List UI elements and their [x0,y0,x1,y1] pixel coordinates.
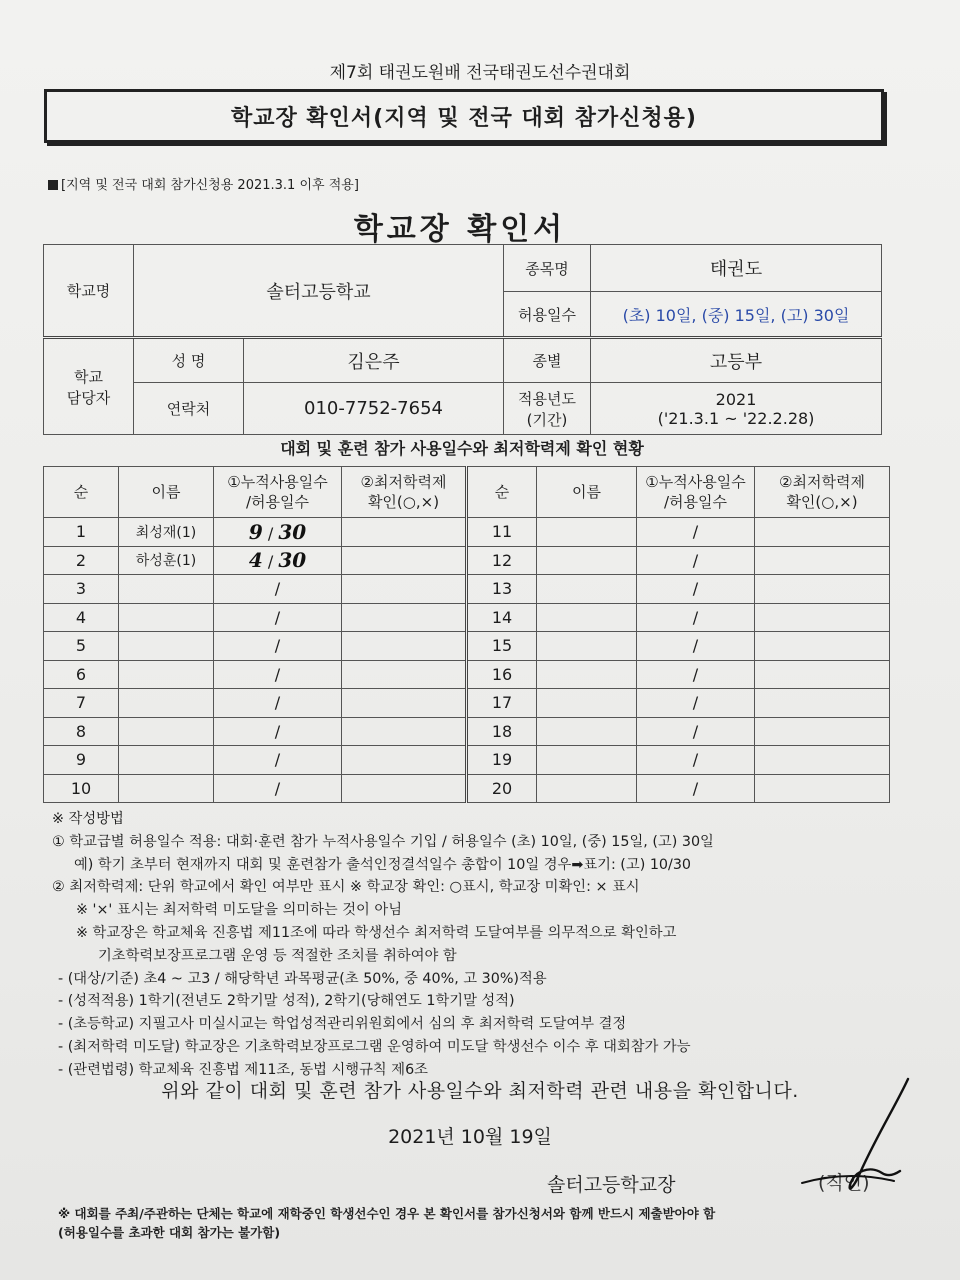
usage-row [44,603,890,632]
applicable-period: ('21.3.1 ~ '22.2.28) [657,408,815,428]
col-header-days [214,467,342,518]
allowed-days-label: 허용일수 [504,292,591,338]
method-line: 예) 학기 초부터 현재까지 대회 및 훈련참가 출석인정결석일수 총합이 10일 경우➡표기: (고) 10/30 [74,856,692,873]
school-name-value: 솔터고등학교 [134,245,504,338]
usage-row [44,689,890,718]
days-slash: / [274,664,281,684]
col-header-days-line1: ①누적사용일수 [227,472,328,491]
days-slash: / [692,750,699,770]
days-slash: / [267,523,274,543]
min-achievement-cell [342,660,467,689]
days-slash: / [274,607,281,627]
writing-method [52,808,912,1082]
student-name-2 [537,746,637,775]
staff-name-label: 성 명 [134,338,244,383]
student-name [119,774,214,803]
principal-title: 솔터고등학교장 [547,1174,676,1196]
square-bullet-icon [48,180,58,190]
method-line: - (관련법령) 학교체육 진흥법 제11조, 동법 시행규칙 제6조 [58,1061,428,1078]
row-number: 2 [44,546,119,575]
min-achievement-cell-2 [755,774,890,803]
days-cell [214,774,342,803]
col-header-min-line1: ②최저학력제 [360,472,447,491]
student-name [119,575,214,604]
col-header-name: 이름 [119,467,214,518]
method-line: - (성적적용) 1학기(전년도 2학기말 성적), 2학기(당해연도 1학기말 성적) [58,993,515,1010]
row-number: 8 [44,717,119,746]
min-achievement-cell-2 [755,546,890,575]
row-number: 6 [44,660,119,689]
min-achievement-cell-2 [755,660,890,689]
confirmation-statement: 위와 같이 대회 및 훈련 참가 사용일수와 최저학력 관련 내용을 확인합니다. [161,1080,799,1102]
principal-signature [790,1075,920,1200]
usage-row [44,575,890,604]
student-name [119,632,214,661]
min-achievement-cell [342,575,467,604]
days-slash: / [274,636,281,656]
student-name-2 [537,518,637,547]
days-slash: / [692,721,699,741]
min-achievement-cell-2 [755,689,890,718]
school-staff-label-line2: 담당자 [66,388,111,407]
days-slash: / [274,778,281,798]
days-slash: / [274,750,281,770]
applicable-year-value [591,383,882,435]
col-header-no-2: 순 [467,467,537,518]
days-cell [214,746,342,775]
row-number: 7 [44,689,119,718]
min-achievement-cell [342,689,467,718]
used-days: 4 [248,548,263,573]
student-name: 최성재(1) [119,518,214,547]
min-achievement-cell [342,546,467,575]
allowed-days: 30 [278,548,307,573]
used-days: 9 [248,519,263,544]
usage-row [44,746,890,775]
days-cell-2 [637,774,755,803]
days-cell-2 [637,518,755,547]
usage-header-row [44,467,890,518]
row-number-2: 11 [467,518,537,547]
row-number-2: 15 [467,632,537,661]
method-line: ② 최저학력제: 단위 학교에서 확인 여부만 표시 ※ 학교장 확인: ○표시, 학교장 미확인: × 표시 [52,879,640,896]
row-number-2: 19 [467,746,537,775]
col-header-min [342,467,467,518]
staff-name-value: 김은주 [244,338,504,383]
days-cell [214,717,342,746]
usage-row [44,632,890,661]
col-header-min-line1: ②최저학력제 [779,472,865,491]
days-slash: / [274,721,281,741]
student-name [119,603,214,632]
usage-row [44,774,890,803]
usage-row [44,546,890,575]
student-name [119,717,214,746]
division-value: 고등부 [591,338,882,383]
method-line: ※ 작성방법 [52,811,124,827]
student-name-2 [537,603,637,632]
applicable-year-label [504,383,591,435]
method-line: ① 학교급별 허용일수 적용: 대회·훈련 참가 누적사용일수 기입 / 허용일수 (초) 10일, (중) 15일, (고) 30일 [52,833,714,850]
sport-value: 태권도 [591,245,882,292]
student-name-2 [537,632,637,661]
days-cell-2 [637,660,755,689]
footnote [58,1204,938,1242]
col-header-days-2 [637,467,755,518]
applicable-year: 2021 [715,389,757,409]
row-number-2: 17 [467,689,537,718]
sport-label: 종목명 [504,245,591,292]
days-cell [214,632,342,661]
col-header-min-line2: 확인(○,×) [367,493,440,511]
usage-table [43,466,890,803]
min-achievement-cell-2 [755,575,890,604]
application-note [48,174,359,193]
footnote-line-2: (허용일수를 초과한 대회 참가는 불가함) [58,1225,281,1240]
student-name-2 [537,689,637,718]
row-number: 3 [44,575,119,604]
division-label: 종별 [504,338,591,383]
col-header-days-line2: /허용일수 [663,493,727,511]
usage-row [44,717,890,746]
min-achievement-cell [342,603,467,632]
days-cell [214,518,342,547]
document-title [44,89,884,143]
student-name-2 [537,546,637,575]
issue-date: 2021년 10월 19일 [388,1126,552,1148]
col-header-days-line2: /허용일수 [245,493,309,511]
method-line: - (대상/기준) 초4 ~ 고3 / 해당학년 과목평균(초 50%, 중 40%, 고 30%)적용 [58,970,547,987]
min-achievement-cell [342,774,467,803]
days-slash: / [274,693,281,713]
footnote-line-1: ※ 대회를 주최/주관하는 단체는 학교에 재학중인 학생선수인 경우 본 확인서를 참가신청서와 함께 반드시 제출받아야 함 [58,1206,716,1221]
days-slash: / [692,778,699,798]
student-name [119,660,214,689]
days-cell [214,575,342,604]
row-number: 1 [44,518,119,547]
days-slash: / [267,552,274,572]
applicable-year-label-line2: (기간) [526,410,568,429]
days-slash: / [692,693,699,713]
days-slash: / [692,664,699,684]
usage-section-title: 대회 및 훈련 참가 사용일수와 최저학력제 확인 현황 [280,439,644,458]
col-header-days-line1: ①누적사용일수 [645,472,746,491]
student-name-2 [537,575,637,604]
days-cell-2 [637,575,755,604]
days-cell [214,546,342,575]
col-header-name-2: 이름 [537,467,637,518]
min-achievement-cell [342,717,467,746]
student-name-2 [537,774,637,803]
days-cell-2 [637,632,755,661]
min-achievement-cell-2 [755,518,890,547]
allowed-days: 30 [278,519,307,544]
school-info-table [43,244,882,435]
days-cell-2 [637,546,755,575]
row-number-2: 13 [467,575,537,604]
days-cell-2 [637,603,755,632]
days-slash: / [692,522,699,542]
form-title: 학교장 확인서 [353,212,567,247]
row-number-2: 14 [467,603,537,632]
row-number: 9 [44,746,119,775]
min-achievement-cell-2 [755,632,890,661]
days-slash: / [692,579,699,599]
applicable-year-label-line1: 적용년도 [518,389,576,408]
student-name-2 [537,660,637,689]
student-name [119,746,214,775]
method-line: - (초등학교) 지필고사 미실시교는 학업성적관리위원회에서 심의 후 최저학력 도달여부 결정 [58,1016,627,1033]
row-number-2: 18 [467,717,537,746]
days-slash: / [274,579,281,599]
days-cell [214,660,342,689]
min-achievement-cell-2 [755,746,890,775]
days-slash: / [692,550,699,570]
student-name-2 [537,717,637,746]
method-line: ※ 학교장은 학교체육 진흥법 제11조에 따라 학생선수 최저학력 도달여부를 의무적으로 확인하고 [76,924,677,941]
min-achievement-cell-2 [755,603,890,632]
row-number: 10 [44,774,119,803]
seal-mark: (직인) [818,1172,870,1194]
min-achievement-cell [342,518,467,547]
method-line: ※ '×' 표시는 최저학력 미도달을 의미하는 것이 아님 [76,902,403,919]
days-cell [214,603,342,632]
method-line: - (최저학력 미도달) 학교장은 기초학력보장프로그램 운영하여 미도달 학생선수 이수 후 대회참가 가능 [58,1038,691,1055]
row-number: 5 [44,632,119,661]
min-achievement-cell [342,746,467,775]
school-staff-label [44,338,134,435]
student-name [119,689,214,718]
student-name: 하성훈(1) [119,546,214,575]
row-number-2: 20 [467,774,537,803]
min-achievement-cell [342,632,467,661]
contact-label: 연락처 [134,383,244,435]
col-header-no: 순 [44,467,119,518]
days-cell-2 [637,717,755,746]
days-slash: / [692,636,699,656]
method-line: 기초학력보장프로그램 운영 등 적절한 조치를 취하여야 함 [98,947,457,964]
days-slash: / [692,607,699,627]
usage-row [44,518,890,547]
row-number-2: 16 [467,660,537,689]
contact-value: 010-7752-7654 [244,383,504,435]
col-header-min-2 [755,467,890,518]
days-cell-2 [637,746,755,775]
days-cell [214,689,342,718]
school-staff-label-line1: 학교 [74,367,103,386]
document-title-text: 학교장 확인서(지역 및 전국 대회 참가신청용) [231,105,697,131]
days-cell-2 [637,689,755,718]
school-name-label: 학교명 [44,245,134,338]
min-achievement-cell-2 [755,717,890,746]
application-note-text: [지역 및 전국 대회 참가신청용 2021.3.1 이후 적용] [61,178,359,193]
allowed-days-value: (초) 10일, (중) 15일, (고) 30일 [591,292,882,338]
usage-row [44,660,890,689]
col-header-min-line2: 확인(○,×) [786,493,858,511]
row-number-2: 12 [467,546,537,575]
row-number: 4 [44,603,119,632]
competition-name: 제7회 태권도원배 전국태권도선수권대회 [329,63,631,83]
